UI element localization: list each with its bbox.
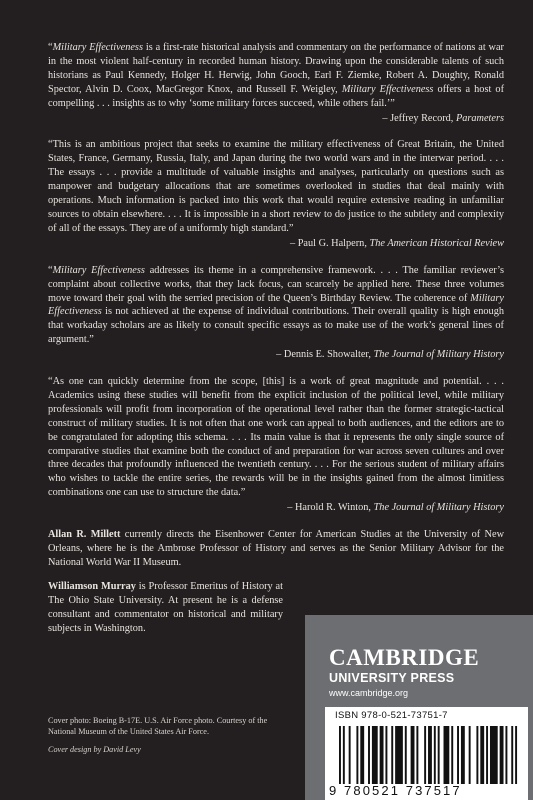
- review-quote: “Military Effectiveness is a first-rate historical analysis and commentary on the performance of nations at war in the most violent half-century in recorded human history. Drawing upon the considerable talents of such historians as Paul Kennedy, Holger H. Herwig, John Gooch, Earl F. Ziemke, Robert A. Doughty, Ronald Spector, Alvin D. Coox, MacGregor Knox, and Russell F. Weigley, Military Effectiveness offers a host of compelling . . . insights as to why ‘some military forces succeed, while others fail.’”: [48, 42, 505, 109]
- review-attribution: – Jeffrey Record, Parameters: [382, 112, 504, 124]
- barcode: [325, 707, 528, 800]
- barcode-digits: 9 780521 737517: [329, 783, 462, 798]
- author-name: Williamson Murray: [48, 580, 136, 592]
- publisher-logo: CAMBRIDGE: [329, 645, 480, 670]
- publisher-url: www.cambridge.org: [329, 688, 409, 698]
- review-2: [48, 138, 504, 250]
- author-name: Allan R. Millett: [48, 529, 121, 541]
- review-quote: “As one can quickly determine from the scope, [this] is a work of great magnitude and potential. . . . Academics using these studies will benefit from the explicit inclusion of the political level, while military professionals will profit from incorporation of the operational level rather than the former strategic-tactical construct of military studies. It is not often that one work can appeal to both audiences, and the editors are to be congratulated for adopting this schema. . . . Its main value is that it represents the only single source of comparative studies that examine both the conduct of and preparation for war across seven cultures and over three decades that profoundly influenced the twentieth century. . . . For the serious student of military affairs who wishes to tackle the entire series, the rewards will be in the insights gained from the almost limitless combinations one can use to structure the data.”: [48, 376, 504, 499]
- isbn-label: ISBN 978-0-521-73751-7: [335, 710, 448, 721]
- photo-credit: Cover photo: Boeing B-17E. U.S. Air Force photo. Courtesy of the National Museum of the United States Air Force.: [48, 716, 268, 736]
- publisher-subtitle: UNIVERSITY PRESS: [329, 671, 455, 685]
- barcode-bars: [339, 726, 519, 784]
- publisher-box: [305, 615, 533, 800]
- review-quote: “Military Effectiveness addresses its theme in a comprehensive framework. . . . The familiar reviewer’s complaint about collective works, that they lack focus, can scarcely be applied here. These three volumes move toward their goal with the serried precision of the Queen’s Birthday Review. The coherence of Military Effectiveness is not achieved at the expense of individual contributions. Their overall quality is high enough that workaday scholars are as likely to consult specific essays as to make use of the work’s general lines of argument.”: [48, 264, 504, 346]
- bio-millett: Allan R. Millett currently directs the Eisenhower Center for American Studies at the University of New Orleans, where he is the Ambrose Professor of History and serves as the Senior Military Advisor for the National World War II Museum.: [48, 529, 505, 568]
- review-4: [48, 375, 504, 515]
- review-1: [48, 41, 504, 125]
- cover-credits: [48, 716, 293, 764]
- review-attribution: – Dennis E. Showalter, The Journal of Military History: [276, 349, 504, 361]
- review-quote: “This is an ambitious project that seeks to examine the military effectiveness of Great Britain, the United States, France, Germany, Russia, Italy, and Japan during the two world wars and in the interwar period. . . . The essays . . . provide a multitude of valuable insights and analyses, particularly on questions such as manpower and budgetary allocations that are sometimes overlooked in studies that deal mainly with operations. Much information is packed into this work that would require extensive reading in unfamiliar sources to obtain elsewhere. . . . It is impossible in a short review to do justice to the subtlety and complexity of all of the essays. They are of a uniformly high standard.”: [48, 139, 504, 234]
- review-attribution: – Paul G. Halpern, The American Historical Review: [289, 237, 504, 249]
- back-cover-text: [48, 41, 504, 645]
- design-credit: Cover design by David Levy: [48, 745, 141, 755]
- bio-murray: Williamson Murray is Professor Emeritus of History at The Ohio State University. At present he is a defense consultant and commentator on historical and military subjects in Washington.: [48, 580, 283, 634]
- review-attribution: – Harold R. Winton, The Journal of Military History: [287, 502, 504, 514]
- review-3: [48, 264, 504, 362]
